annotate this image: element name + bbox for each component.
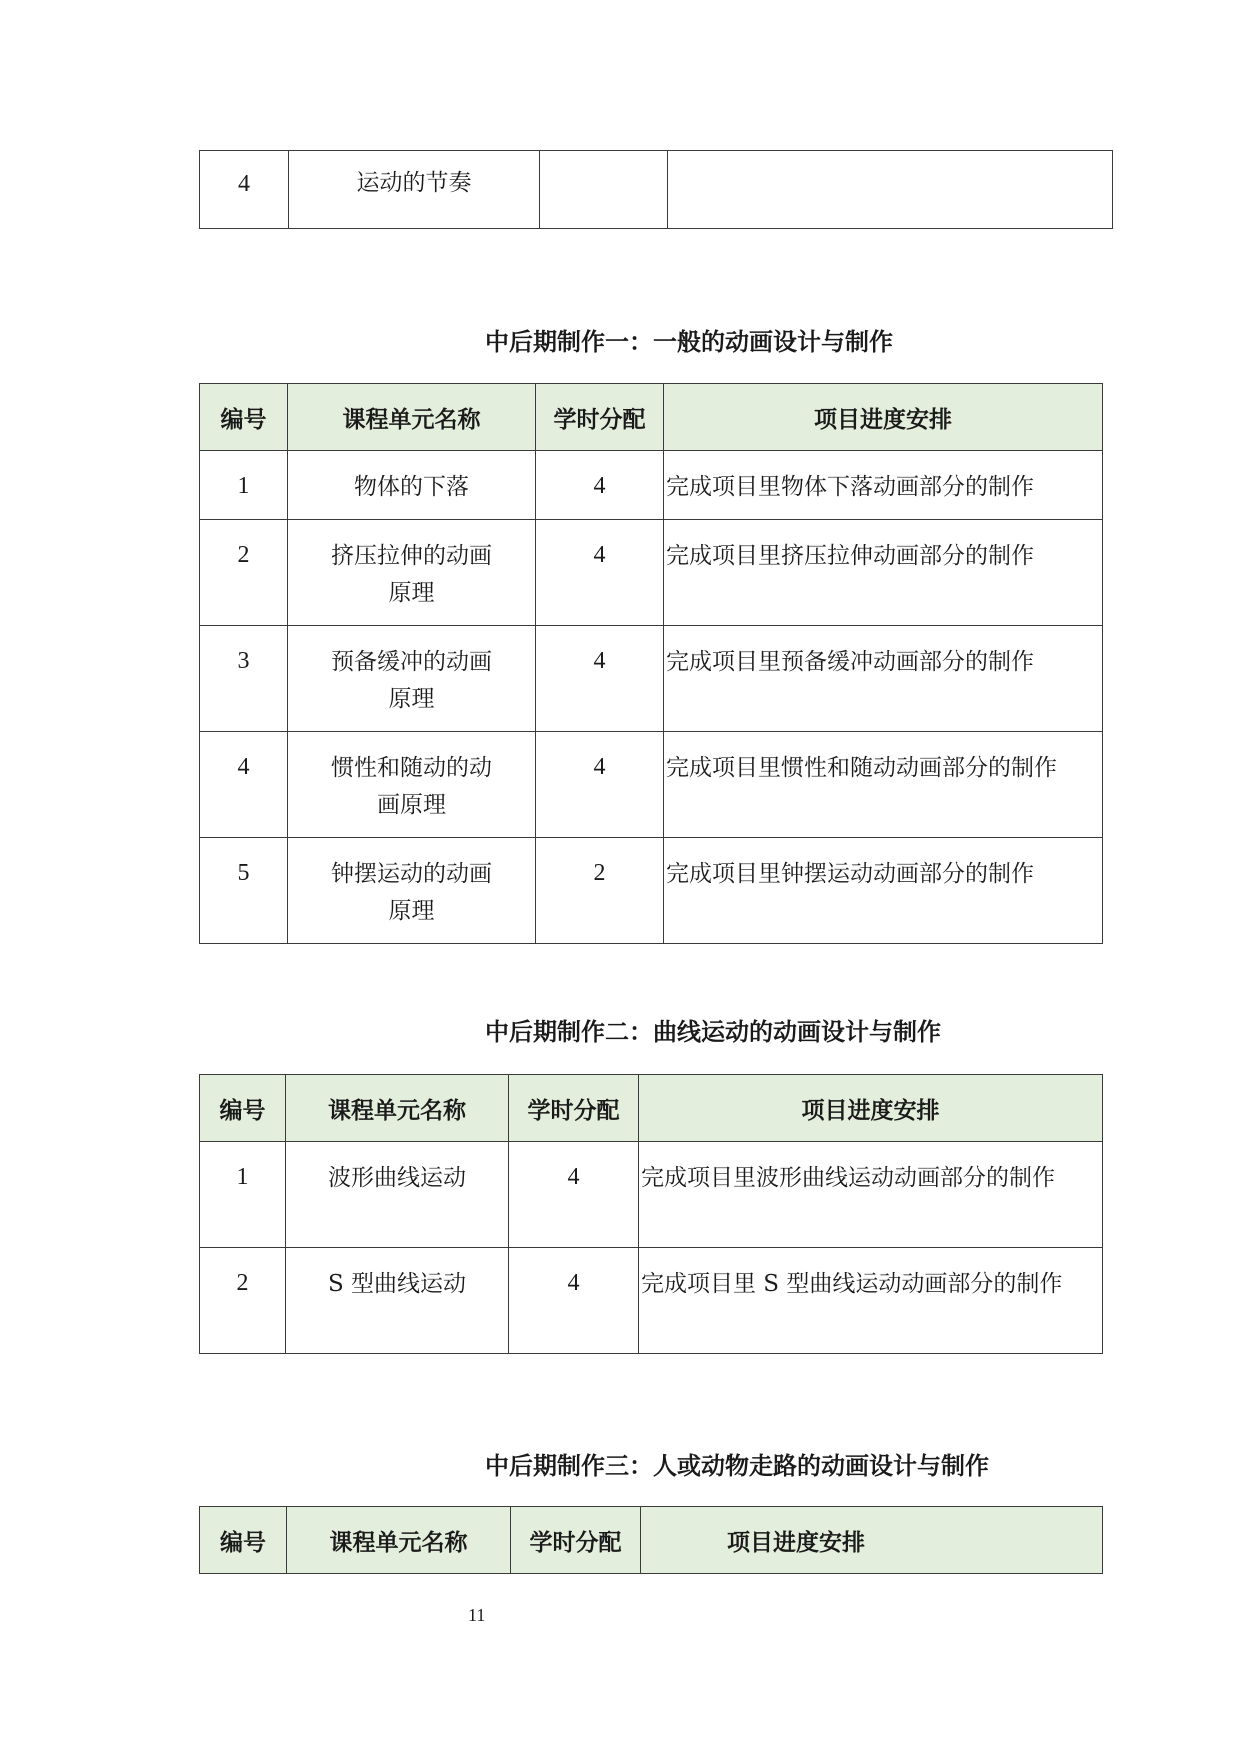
- header-unit-name: 课程单元名称: [286, 1075, 509, 1142]
- table-row: [200, 1248, 1103, 1354]
- header-unit-name: 课程单元名称: [287, 1507, 511, 1574]
- header-number: 编号: [200, 1507, 287, 1574]
- hours: 4: [509, 1142, 639, 1248]
- header-unit-name: 课程单元名称: [288, 384, 536, 451]
- section-title: 中后期制作二：曲线运动的动画设计与制作: [485, 1017, 941, 1046]
- row-number: 2: [200, 520, 288, 626]
- hours: 4: [536, 732, 664, 838]
- section-title: 中后期制作三：人或动物走路的动画设计与制作: [485, 1451, 989, 1480]
- schedule: 完成项目里 S 型曲线运动动画部分的制作: [639, 1248, 1103, 1354]
- unit-name: 运动的节奏: [289, 151, 540, 229]
- unit-name: 物体的下落: [288, 451, 536, 520]
- row-number: 2: [200, 1248, 286, 1354]
- unit-name: 预备缓冲的动画原理: [288, 626, 536, 732]
- hours: 4: [536, 520, 664, 626]
- hours: 4: [536, 451, 664, 520]
- schedule: [668, 151, 1113, 229]
- unit-name: 挤压拉伸的动画原理: [288, 520, 536, 626]
- schedule-table-3: [199, 1506, 1103, 1574]
- table-row: [200, 626, 1103, 732]
- hours: 2: [536, 838, 664, 944]
- schedule: 完成项目里惯性和随动动画部分的制作: [664, 732, 1103, 838]
- unit-name: 波形曲线运动: [286, 1142, 509, 1248]
- hours: [540, 151, 668, 229]
- table-row: [200, 151, 1113, 229]
- table-header-row: [200, 1507, 1103, 1574]
- header-hours: 学时分配: [536, 384, 664, 451]
- table-header-row: [200, 1075, 1103, 1142]
- unit-name: 惯性和随动的动画原理: [288, 732, 536, 838]
- table-row: [200, 838, 1103, 944]
- header-hours: 学时分配: [511, 1507, 641, 1574]
- top-table: [199, 150, 1113, 229]
- header-schedule: 项目进度安排: [641, 1507, 1103, 1574]
- row-number: 4: [200, 732, 288, 838]
- schedule: 完成项目里钟摆运动动画部分的制作: [664, 838, 1103, 944]
- schedule-table-2: [199, 1074, 1103, 1354]
- header-number: 编号: [200, 384, 288, 451]
- row-number: 4: [200, 151, 289, 229]
- table-row: [200, 732, 1103, 838]
- header-schedule: 项目进度安排: [639, 1075, 1103, 1142]
- table-row: [200, 520, 1103, 626]
- row-number: 1: [200, 451, 288, 520]
- schedule: 完成项目里物体下落动画部分的制作: [664, 451, 1103, 520]
- header-schedule: 项目进度安排: [664, 384, 1103, 451]
- table-row: [200, 451, 1103, 520]
- table-header-row: [200, 384, 1103, 451]
- header-hours: 学时分配: [509, 1075, 639, 1142]
- hours: 4: [509, 1248, 639, 1354]
- hours: 4: [536, 626, 664, 732]
- schedule: 完成项目里波形曲线运动动画部分的制作: [639, 1142, 1103, 1248]
- schedule: 完成项目里挤压拉伸动画部分的制作: [664, 520, 1103, 626]
- schedule-table-1: [199, 383, 1103, 944]
- table-row: [200, 1142, 1103, 1248]
- row-number: 1: [200, 1142, 286, 1248]
- section-title: 中后期制作一：一般的动画设计与制作: [485, 327, 893, 356]
- header-number: 编号: [200, 1075, 286, 1142]
- unit-name: 钟摆运动的动画原理: [288, 838, 536, 944]
- row-number: 3: [200, 626, 288, 732]
- unit-name: S 型曲线运动: [286, 1248, 509, 1354]
- row-number: 5: [200, 838, 288, 944]
- page-number: 11: [468, 1605, 486, 1625]
- schedule: 完成项目里预备缓冲动画部分的制作: [664, 626, 1103, 732]
